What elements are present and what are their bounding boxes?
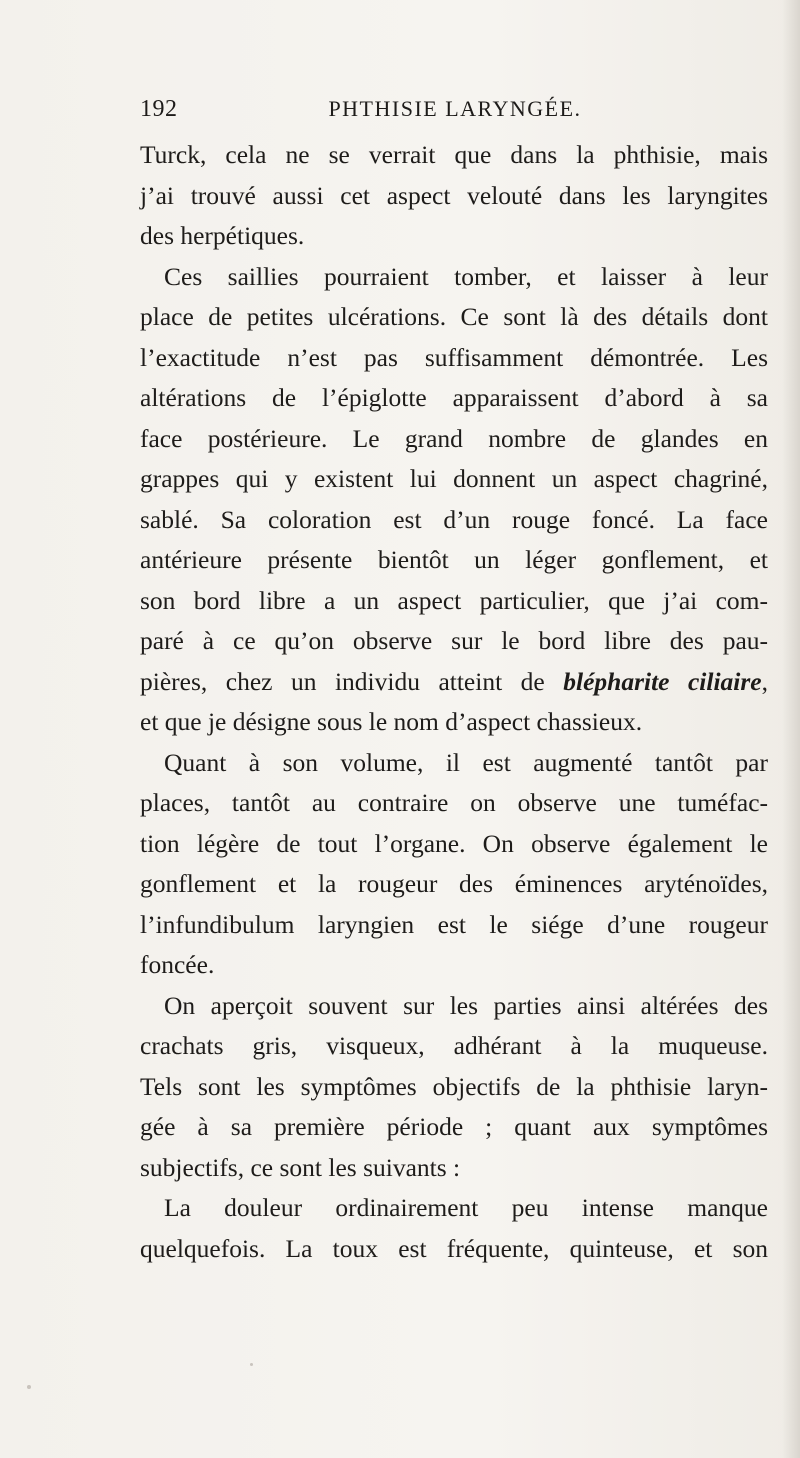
- text-segment: son bord libre a un aspect particulier, que j’ai com-: [140, 585, 768, 615]
- text-segment: place de petites ulcérations. Ce sont là des détails dont: [140, 302, 768, 331]
- text-segment: places, tantôt au contraire on observe une tuméfac-: [140, 788, 768, 817]
- text-segment: ,: [761, 666, 768, 696]
- text-segment: Turck, cela ne se verrait que dans la phthisie, mais: [140, 140, 768, 169]
- text-line: [140, 1026, 768, 1067]
- text-line: [140, 783, 768, 824]
- text-line: [140, 338, 768, 379]
- text-line: [140, 1107, 768, 1148]
- body-text: [140, 135, 768, 1269]
- text-segment: l’infundibulum laryngien est le siége d’une rougeur: [140, 909, 768, 939]
- text-segment: paré à ce qu’on observe sur le bord libre des pau-: [140, 626, 768, 655]
- text-segment: La douleur ordinairement peu intense manque: [164, 1193, 768, 1222]
- text-line: [140, 1188, 768, 1229]
- text-segment: Ces saillies pourraient tomber, et laisser à leur: [164, 261, 768, 291]
- italic-term: blépharite ciliaire: [563, 666, 762, 696]
- text-line: [140, 1067, 768, 1108]
- text-line: [140, 986, 768, 1027]
- text-line: [140, 459, 768, 500]
- text-segment: pières, chez un individu atteint de: [140, 666, 564, 696]
- text-segment: sablé. Sa coloration est d’un rouge foncé. La face: [140, 504, 768, 534]
- text-segment: l’exactitude n’est pas suffisamment démontrée. Les: [140, 342, 768, 372]
- text-line: [140, 1148, 768, 1189]
- text-line: [140, 824, 768, 865]
- text-segment: crachats gris, visqueux, adhérant à la muqueuse.: [140, 1031, 768, 1060]
- text-segment: gée à sa première période ; quant aux symptômes: [140, 1112, 768, 1141]
- paper-speck: [27, 1385, 31, 1389]
- text-line: [140, 905, 768, 946]
- text-segment: foncée.: [140, 950, 215, 979]
- text-segment: altérations de l’épiglotte apparaissent d’abord à sa: [140, 383, 768, 412]
- text-segment: On aperçoit souvent sur les parties ainsi altérées des: [164, 990, 768, 1020]
- text-line: [140, 864, 768, 905]
- text-line: [140, 581, 768, 622]
- text-line: [140, 135, 768, 176]
- text-line: [140, 216, 768, 257]
- text-line: [140, 378, 768, 419]
- text-line: [140, 1229, 768, 1270]
- page-number: 192: [140, 96, 178, 122]
- text-segment: grappes qui y existent lui donnent un aspect chagriné,: [140, 464, 768, 493]
- text-segment: face postérieure. Le grand nombre de glandes en: [140, 423, 768, 453]
- running-head: [140, 96, 770, 126]
- text-line: [140, 662, 768, 703]
- text-segment: subjectifs, ce sont les suivants :: [140, 1152, 461, 1182]
- text-line: [140, 945, 768, 986]
- text-segment: et que je désigne sous le nom d’aspect chassieux.: [140, 707, 643, 736]
- text-segment: gonflement et la rougeur des éminences aryténoïdes,: [140, 869, 768, 898]
- text-line: [140, 540, 768, 581]
- text-line: [140, 702, 768, 743]
- text-segment: des herpétiques.: [140, 221, 305, 250]
- text-line: [140, 419, 768, 460]
- text-segment: quelquefois. La toux est fréquente, quinteuse, et son: [140, 1233, 768, 1263]
- page-edge-shadow: [782, 0, 800, 1458]
- text-segment: tion légère de tout l’organe. On observe également le: [140, 828, 768, 858]
- running-title: PHTHISIE LARYNGÉE.: [328, 96, 582, 121]
- text-line: [140, 621, 768, 662]
- text-segment: antérieure présente bientôt un léger gonflement, et: [140, 545, 768, 574]
- text-line: [140, 297, 768, 338]
- text-segment: j’ai trouvé aussi cet aspect velouté dans les laryngites: [140, 180, 768, 210]
- text-line: [140, 257, 768, 298]
- text-segment: Tels sont les symptômes objectifs de la phthisie laryn-: [140, 1071, 768, 1101]
- text-line: [140, 743, 768, 784]
- text-line: [140, 500, 768, 541]
- paper-speck: [250, 1363, 253, 1366]
- text-segment: Quant à son volume, il est augmenté tantôt par: [164, 747, 768, 777]
- text-line: [140, 176, 768, 217]
